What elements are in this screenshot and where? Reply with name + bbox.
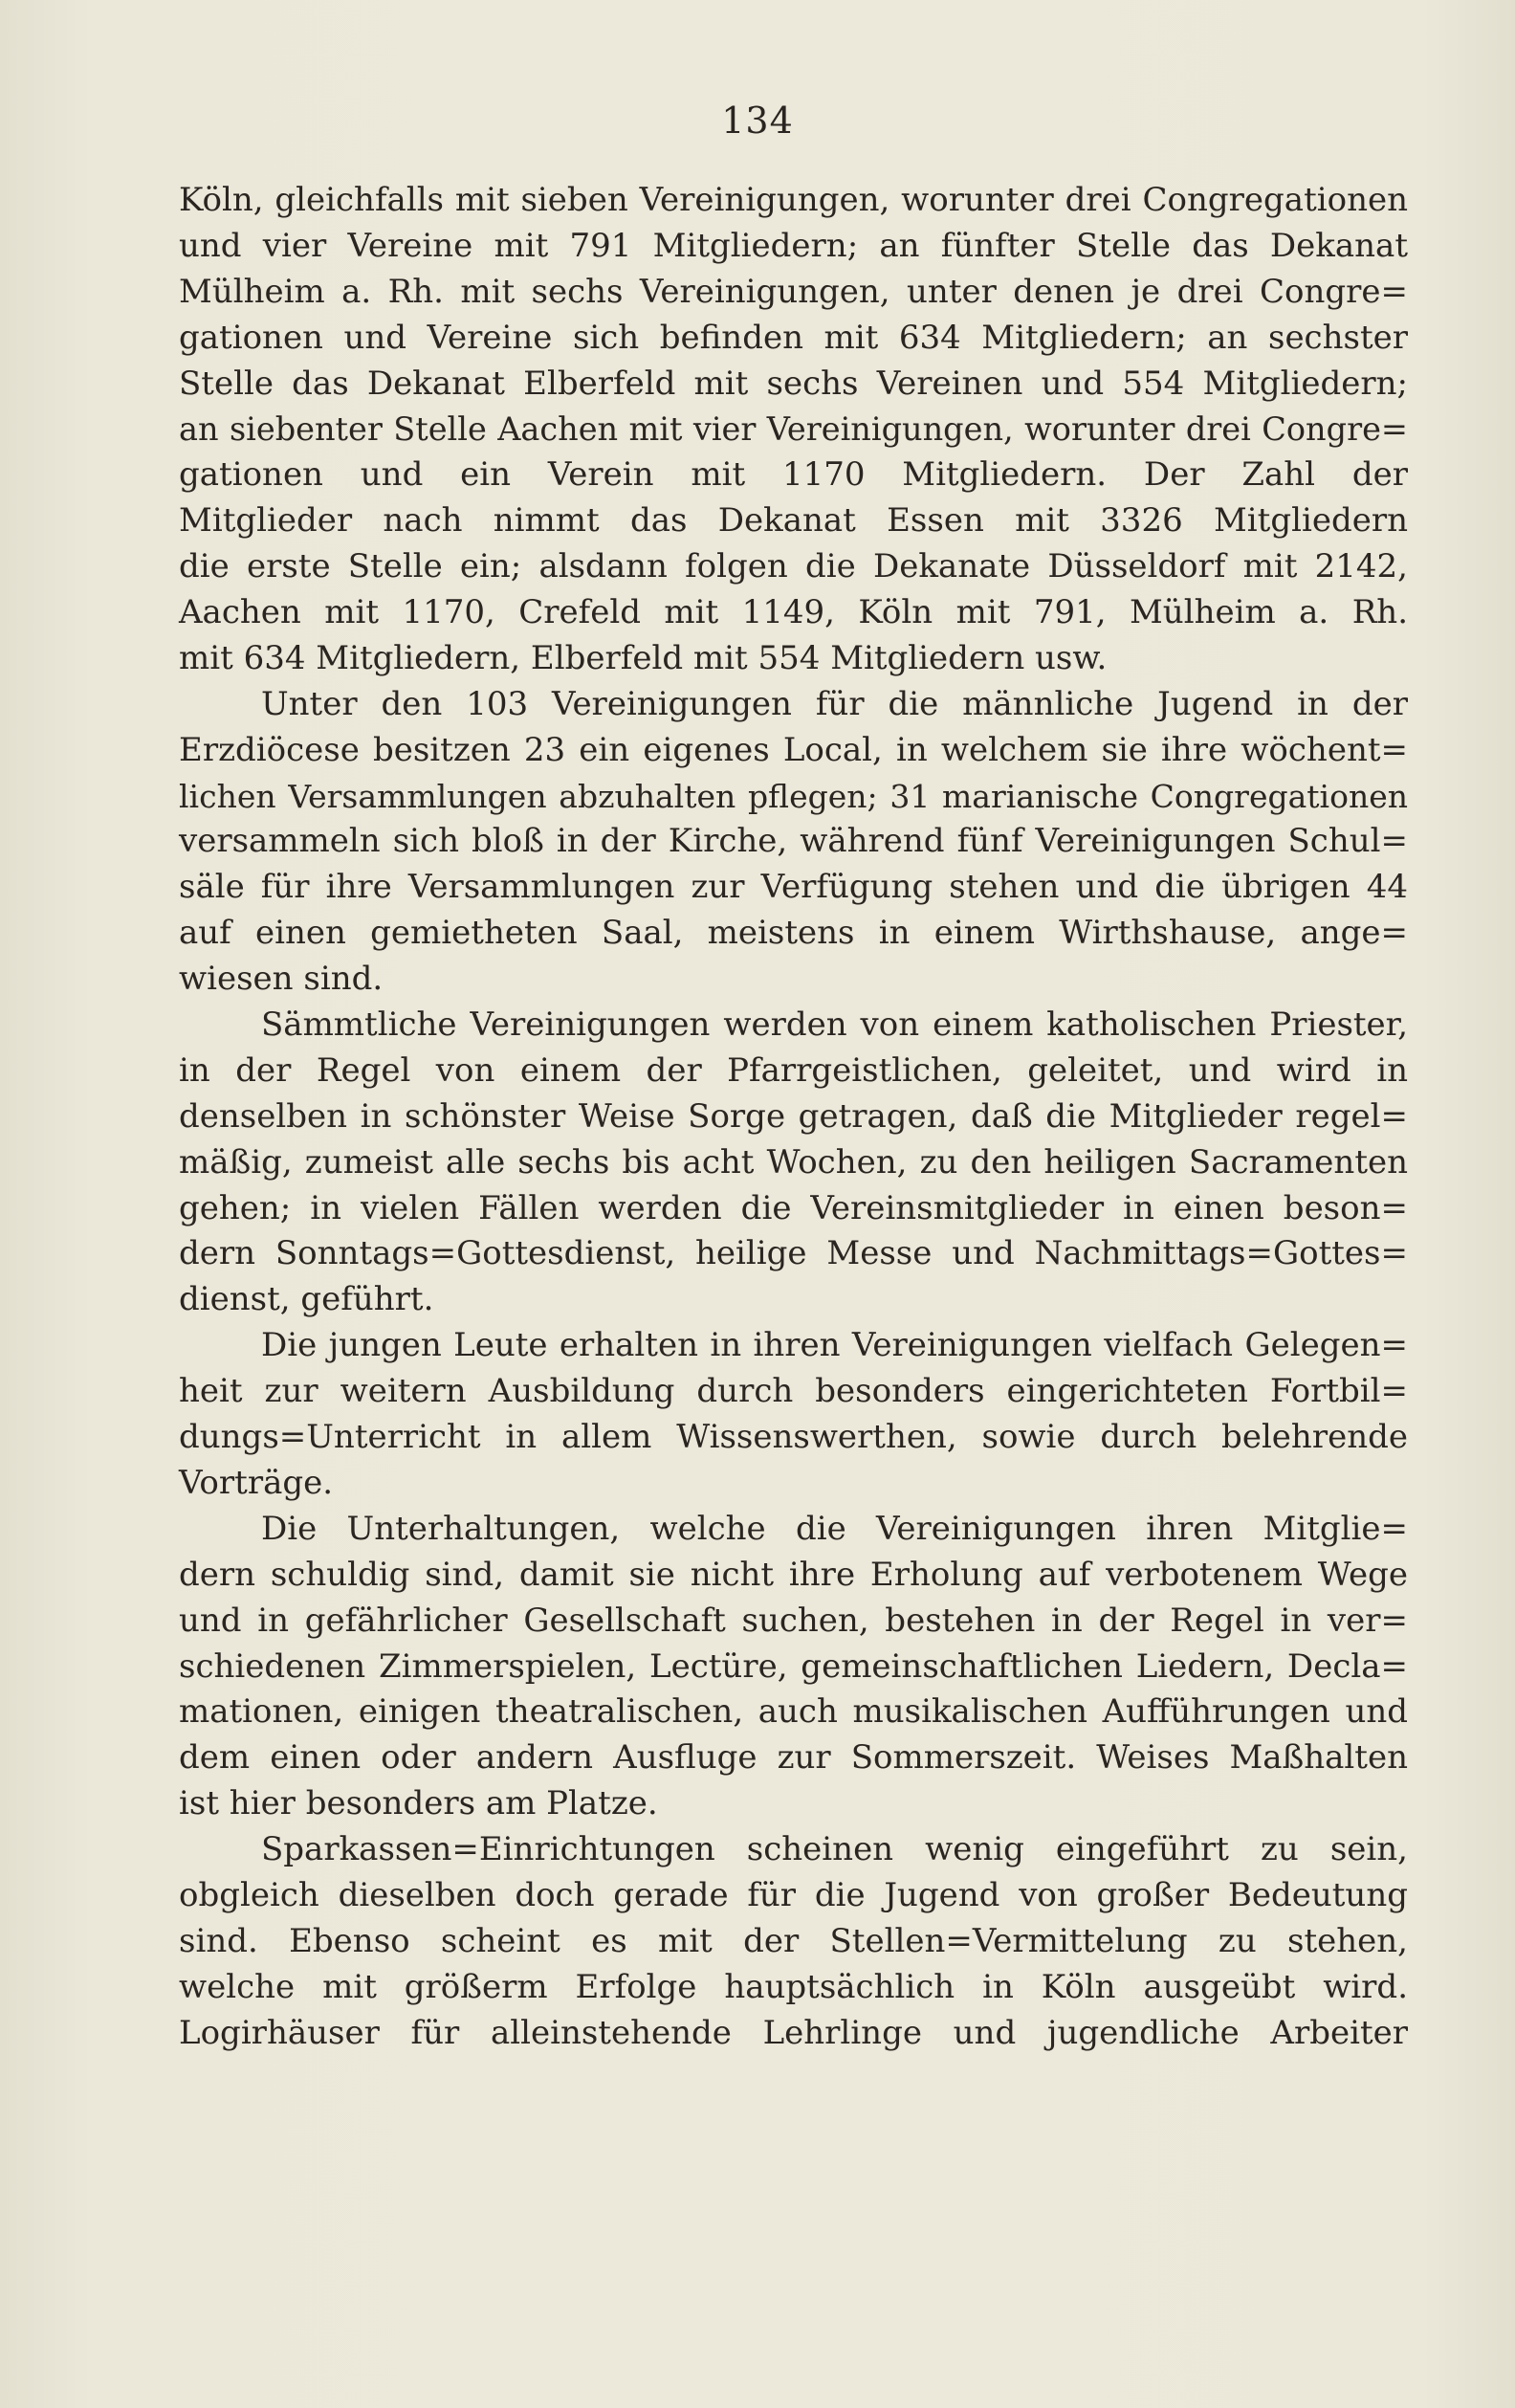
text-line: und vier Vereine mit 791 Mitgliedern; an fünfter Stelle das Dekanat bbox=[179, 226, 1408, 265]
text-line: welche mit größerm Erfolge hauptsächlich in Köln ausgeübt wird. bbox=[179, 1967, 1408, 2006]
text-line: Sparkassen=Einrichtungen scheinen wenig eingeführt zu sein, bbox=[261, 1830, 1408, 1869]
text-line: ist hier besonders am Platze. bbox=[179, 1784, 658, 1823]
text-line: Mitglieder nach nimmt das Dekanat Essen mit 3326 Mitgliedern bbox=[179, 501, 1408, 541]
text-line: schiedenen Zimmerspielen, Lectüre, gemeinschaftlichen Liedern, Decla= bbox=[179, 1646, 1408, 1686]
text-line: auf einen gemietheten Saal, meistens in einem Wirthshause, ange= bbox=[179, 914, 1408, 953]
text-line: dungs=Unterricht in allem Wissenswerthen, sowie durch belehrende bbox=[179, 1418, 1408, 1457]
text-line: Mülheim a. Rh. mit sechs Vereinigungen, unter denen je drei Congre= bbox=[179, 272, 1408, 311]
text-line: gehen; in vielen Fällen werden die Vereinsmitglieder in einen beson= bbox=[179, 1188, 1408, 1227]
text-line: heit zur weitern Ausbildung durch besonders eingerichteten Fortbil= bbox=[179, 1372, 1408, 1411]
text-line: wiesen sind. bbox=[179, 960, 384, 999]
text-line: gationen und ein Verein mit 1170 Mitgliedern. Der Zahl der bbox=[179, 455, 1408, 495]
text-line: an siebenter Stelle Aachen mit vier Vereinigungen, worunter drei Congre= bbox=[179, 410, 1408, 449]
text-line: Köln, gleichfalls mit sieben Vereinigungen, worunter drei Congregationen bbox=[179, 181, 1408, 219]
text-line: die erste Stelle ein; alsdann folgen die Dekanate Düsseldorf mit 2142, bbox=[179, 547, 1408, 586]
page-number: 134 bbox=[721, 99, 794, 142]
text-line: Sämmtliche Vereinigungen werden von einem katholischen Priester, bbox=[261, 1005, 1408, 1045]
text-line: dienst, geführt. bbox=[179, 1280, 434, 1319]
text-line: dern schuldig sind, damit sie nicht ihre Erholung auf verbotenem Wege bbox=[179, 1555, 1408, 1594]
text-line: mationen, einigen theatralischen, auch musikalischen Aufführungen und bbox=[179, 1692, 1408, 1732]
text-line: und in gefährlicher Gesellschaft suchen, bestehen in der Regel in ver= bbox=[179, 1601, 1408, 1640]
body-text bbox=[179, 178, 1408, 2057]
text-line: Erzdiöcese besitzen 23 ein eigenes Local, in welchem sie ihre wöchent= bbox=[179, 730, 1408, 769]
text-line: versammeln sich bloß in der Kirche, während fünf Vereinigungen Schul= bbox=[179, 822, 1408, 861]
text-line: dern Sonntags=Gottesdienst, heilige Messe und Nachmittags=Gottes= bbox=[179, 1234, 1408, 1273]
text-line: Vorträge. bbox=[179, 1463, 334, 1502]
text-line: sind. Ebenso scheint es mit der Stellen=Vermittelung zu stehen, bbox=[179, 1921, 1408, 1960]
text-line: gationen und Vereine sich befinden mit 634 Mitgliedern; an sechster bbox=[179, 318, 1408, 357]
text-line: denselben in schönster Weise Sorge getragen, daß die Mitglieder regel= bbox=[179, 1096, 1408, 1136]
text-line: dem einen oder andern Ausfluge zur Sommerszeit. Weises Maßhalten bbox=[179, 1738, 1408, 1778]
text-line: mäßig, zumeist alle sechs bis acht Wochen, zu den heiligen Sacramenten bbox=[179, 1142, 1408, 1182]
text-line: Die Unterhaltungen, welche die Vereinigungen ihren Mitglie= bbox=[261, 1509, 1408, 1548]
text-line: mit 634 Mitgliedern, Elberfeld mit 554 Mitgliedern usw. bbox=[179, 638, 1108, 677]
text-line: Aachen mit 1170, Crefeld mit 1149, Köln mit 791, Mülheim a. Rh. bbox=[179, 593, 1408, 632]
text-line: obgleich dieselben doch gerade für die Jugend von großer Bedeutung bbox=[179, 1875, 1408, 1914]
text-line: Logirhäuser für alleinstehende Lehrlinge und jugendliche Arbeiter bbox=[179, 2013, 1408, 2052]
text-line: in der Regel von einem der Pfarrgeistlichen, geleitet, und wird in bbox=[179, 1050, 1408, 1090]
text-line: lichen Versammlungen abzuhalten pflegen; 31 marianische Congregationen bbox=[179, 777, 1408, 815]
text-line: Stelle das Dekanat Elberfeld mit sechs Vereinen und 554 Mitgliedern; bbox=[179, 364, 1408, 403]
text-line: säle für ihre Versammlungen zur Verfügung stehen und die übrigen 44 bbox=[179, 868, 1408, 907]
text-line: Unter den 103 Vereinigungen für die männliche Jugend in der bbox=[261, 684, 1408, 723]
text-line: Die jungen Leute erhalten in ihren Vereinigungen vielfach Gelegen= bbox=[261, 1326, 1408, 1365]
